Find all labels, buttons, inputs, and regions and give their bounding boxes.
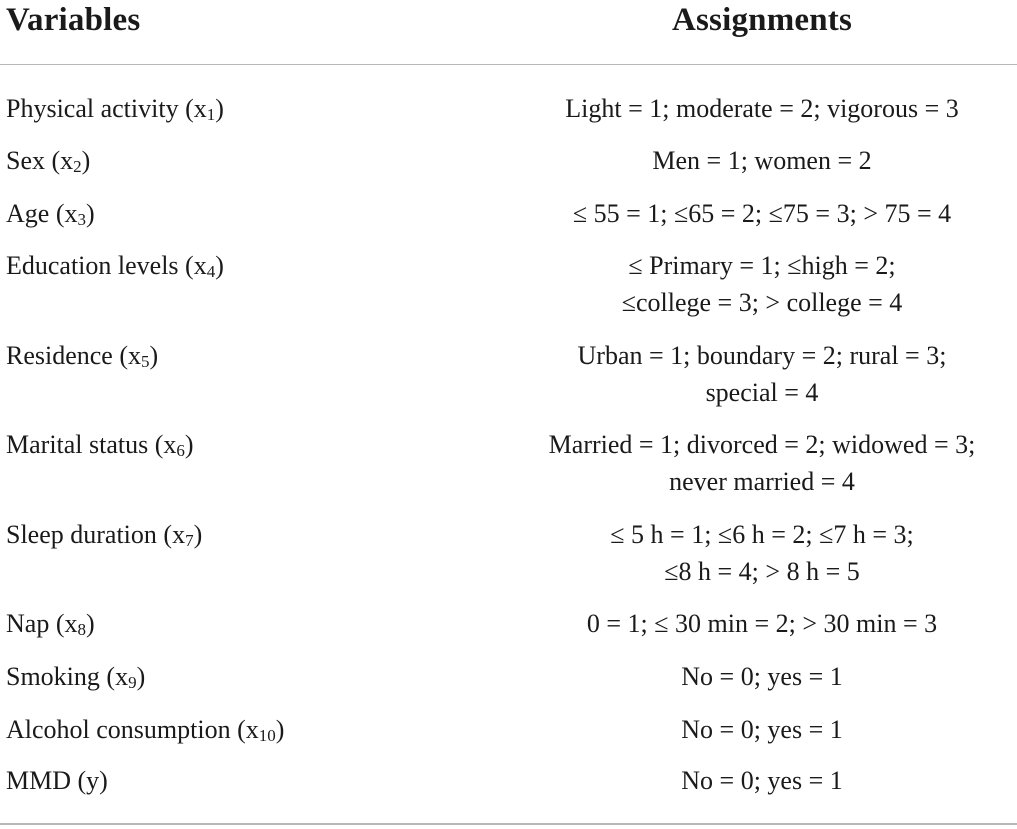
variable-cell: MMD (y) <box>6 766 108 795</box>
bottom-rule <box>0 823 1017 825</box>
assignment-cell: Married = 1; divorced = 2; widowed = 3; never married = 4 <box>548 430 976 496</box>
table-header <box>0 0 1017 64</box>
assignment-cell: No = 0; yes = 1 <box>681 662 843 691</box>
assignment-cell: Light = 1; moderate = 2; vigorous = 3 <box>565 94 959 123</box>
variable-cell: Nap $(x_8)$ <box>6 609 95 639</box>
variable-cell: Sleep duration $(x_7)$ <box>6 520 203 550</box>
variable-cell: Physical activity $(x_1)$ <box>6 94 224 124</box>
top-rule <box>0 64 1017 65</box>
variable-cell: Alcohol consumption $(x_{10})$ <box>6 715 285 745</box>
assignment-cell: No = 0; yes = 1 <box>681 715 843 744</box>
variable-cell: Marital status $(x_6)$ <box>6 430 194 460</box>
assignment-cell: 0 = 1; ≤ 30 min = 2; > 30 min = 3 <box>586 609 938 638</box>
variable-cell: Residence $(x_5)$ <box>6 341 159 371</box>
header-assignments: Assignments <box>671 2 853 38</box>
variable-cell: Sex $(x_2)$ <box>6 146 91 176</box>
assignment-cell: ≤ 55 = 1; ≤65 = 2; ≤75 = 3; > 75 = 4 <box>572 199 952 228</box>
header-variables: Variables <box>6 2 141 38</box>
variable-cell: Education levels $(x_4)$ <box>6 251 224 281</box>
assignment-cell: ≤ 5 h = 1; ≤6 h = 2; ≤7 h = 3; ≤8 h = 4; > 8 h = 5 <box>610 520 914 586</box>
variable-cell: Smoking $(x_9)$ <box>6 662 146 692</box>
assignment-cell: ≤ Primary = 1; ≤high = 2; ≤college = 3; > college = 4 <box>621 251 903 317</box>
variable-cell: Age $(x_3)$ <box>6 199 95 229</box>
assignment-cell: Men = 1; women = 2 <box>652 146 872 175</box>
assignment-cell: No = 0; yes = 1 <box>681 766 843 795</box>
assignment-cell: Urban = 1; boundary = 2; rural = 3; special = 4 <box>577 341 947 407</box>
